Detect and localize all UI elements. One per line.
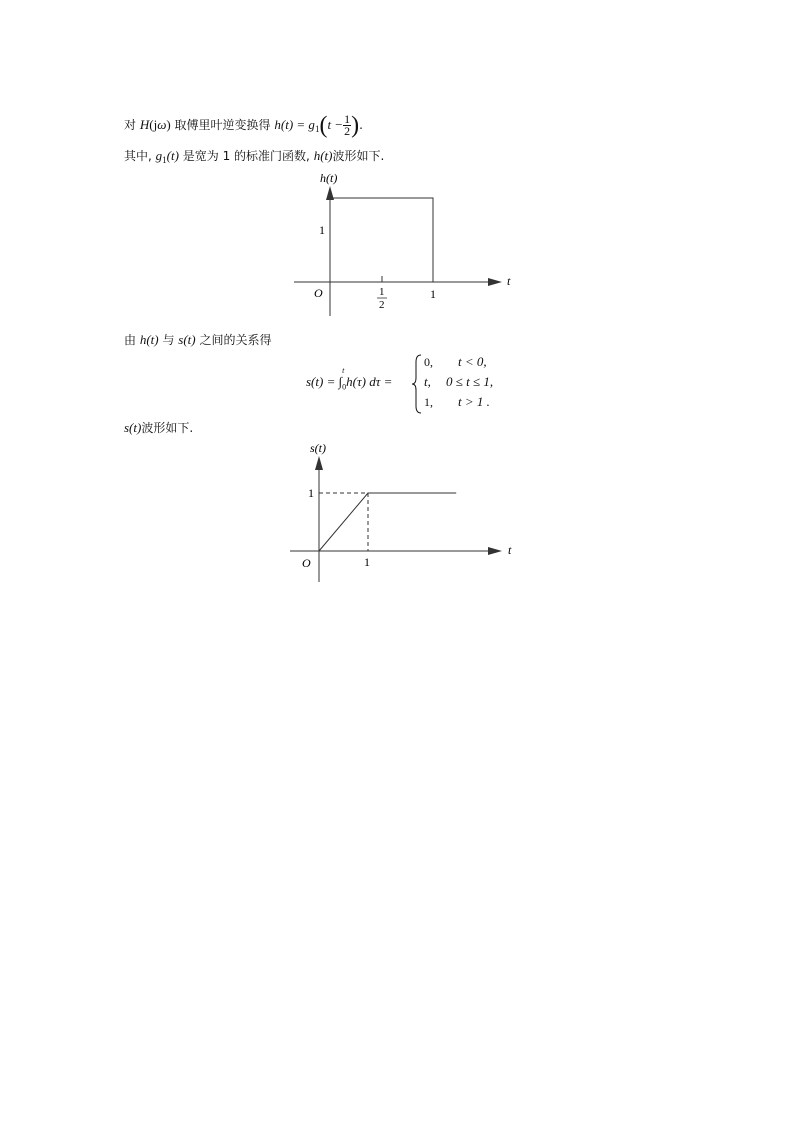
line1-frac-den: 2 [344,124,351,138]
chart-s-xlabel: t [508,543,512,557]
line1-inner: t − [327,117,344,132]
line1-frac [343,114,351,137]
chart-s-y-axis [315,456,323,582]
line4-st: s(t) [124,420,142,435]
chart-s-series-line [319,493,456,551]
chart-h-series-line [330,198,433,282]
line2-middle: 是宽为 1 的标准门函数, [182,149,310,163]
case-1-value: 0, [424,355,433,369]
case-1-cond: t < 0, [458,354,487,369]
eq-integrand: h(τ) dτ = [346,374,393,389]
chart-s-y-arrow [315,456,323,470]
line1-lparen: ( [319,112,328,139]
case-row-2 [424,374,493,390]
line3-ht: h(t) [139,332,159,347]
case-3-value: 1, [424,395,433,409]
eq-lhs: s(t) = ∫ [306,374,343,389]
line1-H: H [139,117,150,132]
text-line-inverse-fourier [124,114,363,137]
text-line-gate-function [124,148,384,168]
line1-rparen: ) [351,112,360,139]
chart-s-ytick-1: 1 [308,486,314,500]
chart-h-x-arrow [488,278,502,286]
line2-ht: h(t) [313,148,333,163]
line3-mid: 与 [162,333,175,347]
chart-s-origin: O [302,556,311,570]
line3-st: s(t) [178,332,196,347]
line1-omega: ω [157,117,167,132]
line1-sub: 1 [314,124,320,134]
chart-h-ytick-1: 1 [319,223,325,237]
line1-lhs: h(t) = g [274,117,315,132]
case-2-value: t, [424,374,431,389]
text-line-relation [124,332,271,348]
line2-suffix: 波形如下. [332,149,385,163]
integral-equation [306,352,506,416]
chart-h-waveform [280,168,520,318]
case-row-1 [424,354,487,370]
text-line-s-waveform [124,420,193,436]
chart-s-ylabel: s(t) [310,441,326,455]
chart-h-ylabel: h(t) [320,171,338,185]
line2-prefix: 其中, [124,149,152,163]
chart-h-xtick-half-num: 1 [379,286,385,298]
case-2-cond: 0 ≤ t ≤ 1, [446,374,494,389]
case-3-cond: t > 1 . [458,394,490,409]
chart-h-x-axis [294,278,502,286]
line2-g: g [155,148,163,163]
line1-middle: 取傅里叶逆变换得 [174,118,271,132]
line1-jw-close: ) [166,117,171,132]
line3-prefix: 由 [124,333,137,347]
line3-suffix: 之间的关系得 [199,333,272,347]
line2-gt: (t) [166,148,179,163]
case-row-3 [424,394,490,410]
chart-s-waveform [280,436,520,586]
line1-frac-num: 1 [344,112,351,126]
line4-suffix: 波形如下. [141,421,194,435]
chart-h-origin: O [314,286,323,300]
line1-end: . [359,118,363,132]
chart-h-xlabel: t [507,274,511,288]
chart-s-x-arrow [488,547,502,555]
chart-h-xtick-half-den: 2 [379,299,385,311]
eq-lower: 0 [342,382,347,392]
eq-brace [412,354,422,414]
line1-jw-open: (j [149,117,158,132]
eq-upper: t [342,366,345,375]
line1-prefix: 对 [124,118,137,132]
chart-h-xtick-1: 1 [430,287,436,301]
chart-s-xtick-1: 1 [364,555,370,569]
line2-sub: 1 [162,155,167,165]
